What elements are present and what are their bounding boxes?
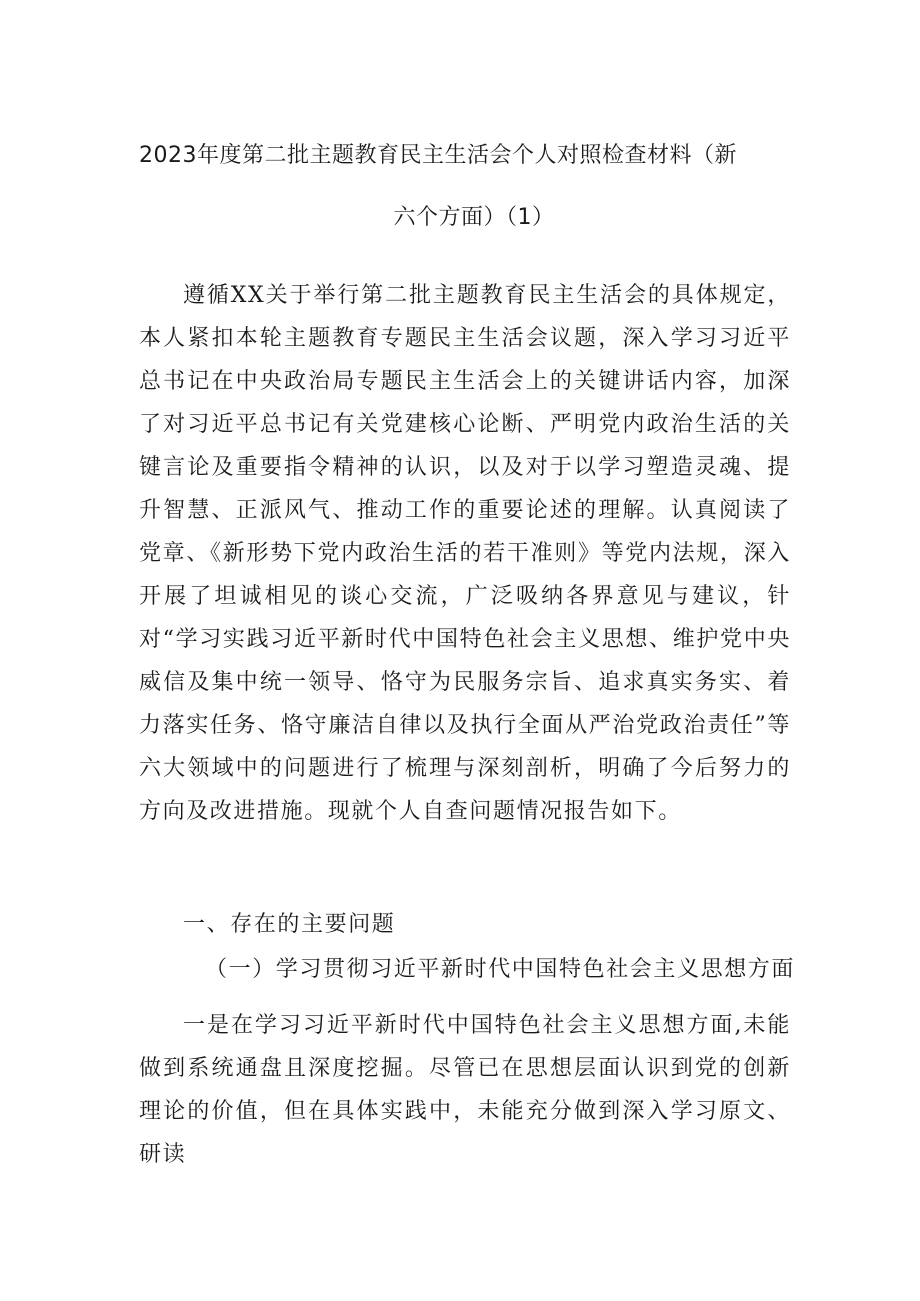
document-title-line-2: 六个方面）（1） [393, 205, 555, 230]
document-title-line-1: 2023年度第二批主题教育民主生活会个人对照检查材料（新 [139, 143, 737, 168]
body-paragraph: 一是在学习习近平新时代中国特色社会主义思想方面,未能做到系统通盘且深度挖掘。尽管已在思想层面认识到党的创新理论的价值，但在具体实践中，未能充分做到深入学习原文、研读 [139, 1013, 791, 1167]
section-heading: 一、存在的主要问题 [183, 912, 396, 937]
intro-paragraph: 遵循XX关于举行第二批主题教育民主生活会的具体规定，本人紧扣本轮主题教育专题民主生活会议题，深入学习习近平总书记在中央政治局专题民主生活会上的关键讲话内容，加深了对习近平总书记有关党建核心论断、严明党内政治生活的关键言论及重要指令精神的认识，以及对于以学习塑造灵魂、提升智慧、正派风气、推动工作的重要论述的理解。认真阅读了党章、《新形势下党内政治生活的若干准则》等党内法规，深入开展了坦诚相见的谈心交流，广泛吸纳各界意见与建议，针对“学习实践习近平新时代中国特色社会主义思想、维护党中央威信及集中统一领导、恪守为民服务宗旨、追求真实务实、着力落实任务、恪守廉洁自律以及执行全面从严治党政治责任”等六大领域中的问题进行了梳理与深刻剖析，明确了今后努力的方向及改进措施。现就个人自查问题情况报告如下。 [139, 283, 791, 824]
subsection-heading: （一）学习贯彻习近平新时代中国特色社会主义思想方面 [205, 957, 796, 982]
